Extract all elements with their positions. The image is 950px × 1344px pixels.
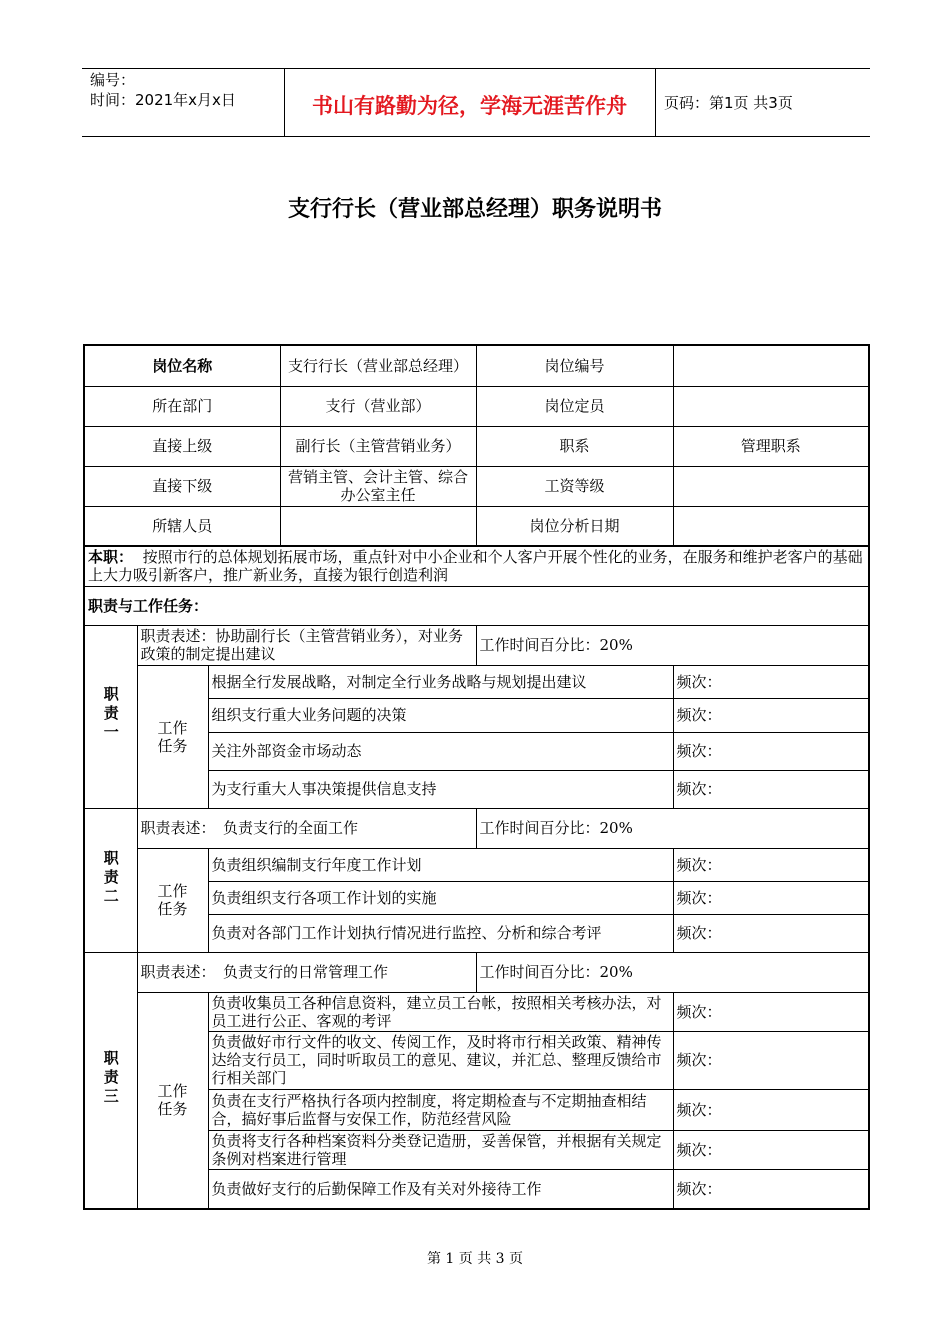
header-bottom-rule [82,136,870,137]
task-frequency: 频次： [673,665,869,698]
task-row [84,848,869,881]
task-text: 为支行重大人事决策提供信息支持 [208,770,673,808]
superior-value: 副行长（主管营销业务） [280,426,476,466]
task-frequency: 频次： [673,1089,869,1130]
duty-time: 工作时间百分比：20% [476,952,869,992]
duty-statement: 职责表述： 负责支行的全面工作 [137,808,476,848]
task-frequency: 频次： [673,914,869,952]
code-label: 编号： [90,71,136,89]
duty-statement: 职责表述：协助副行长（主管营销业务），对业务政策的制定提出建议 [137,625,476,665]
duties-heading-row [84,586,869,625]
duty-statement-row [84,808,869,848]
position-name-label: 岗位名称 [84,345,280,386]
task-frequency: 频次： [673,1169,869,1209]
series-value: 管理职系 [673,426,869,466]
headcount-label: 岗位定员 [476,386,673,426]
job-description-table [83,344,870,1210]
core-responsibility [84,546,869,586]
position-code-label: 岗位编号 [476,345,673,386]
core-label: 本职： [88,548,134,567]
page-footer: 第 1 页 共 3 页 [426,1251,524,1267]
task-text: 负责组织编制支行年度工作计划 [208,848,673,881]
task-text: 负责收集员工各种信息资料，建立员工台帐，按照相关考核办法，对员工进行公正、客观的考评 [208,992,673,1031]
duty-name-text: 职责三 [101,1049,120,1107]
task-text: 负责在支行严格执行各项内控制度，将定期检查与不定期抽查相结合，搞好事后监督与安保工作，防范经营风险 [208,1089,673,1130]
task-label-text: 工作任务 [157,718,188,755]
duty-name [84,952,137,1209]
task-text: 负责组织支行各项工作计划的实施 [208,881,673,914]
duty-name-text: 职责一 [101,686,120,743]
duty-name [84,808,137,952]
core-text: 按照市行的总体规划拓展市场，重点针对中小企业和个人客户开展个性化的业务，在服务和维护老客户的基础上大力吸引新客户，推广新业务，直接为银行创造利润 [88,548,863,585]
task-text: 负责做好支行的后勤保障工作及有关对外接待工作 [208,1169,673,1209]
task-label-text: 工作任务 [157,882,188,918]
info-row [84,426,869,466]
task-frequency: 频次： [673,1031,869,1089]
duty-statement-row [84,952,869,992]
task-frequency: 频次： [673,881,869,914]
info-row [84,345,869,386]
duty-time: 工作时间百分比：20% [476,625,869,665]
motto: 书山有路勤为径，学海无涯苦作舟 [312,94,627,118]
task-label [137,665,208,808]
task-frequency: 频次： [673,992,869,1031]
page-info: 页码：第1页 共3页 [664,94,793,112]
analysis-date-value [673,506,869,546]
task-frequency: 频次： [673,732,869,770]
series-label: 职系 [476,426,673,466]
task-row [84,665,869,698]
position-code-value [673,345,869,386]
date-label: 时间：2021年x月x日 [90,91,236,109]
staff-value [280,506,476,546]
task-frequency: 频次： [673,770,869,808]
duty-time: 工作时间百分比：20% [476,808,869,848]
task-text: 关注外部资金市场动态 [208,732,673,770]
superior-label: 直接上级 [84,426,280,466]
duty-statement-row [84,625,869,665]
subordinate-label: 直接下级 [84,466,280,506]
duty-name [84,625,137,808]
staff-label: 所辖人员 [84,506,280,546]
task-text: 组织支行重大业务问题的决策 [208,698,673,732]
document-title: 支行行长（营业部总经理）职务说明书 [287,197,662,222]
info-row [84,466,869,506]
task-label [137,992,208,1209]
position-name-value: 支行行长（营业部总经理） [280,345,476,386]
duty-name-text: 职责二 [101,849,120,907]
task-frequency: 频次： [673,1130,869,1169]
task-label-text: 工作任务 [157,1082,188,1119]
info-row [84,506,869,546]
department-label: 所在部门 [84,386,280,426]
core-row [84,546,869,586]
analysis-date-label: 岗位分析日期 [476,506,673,546]
info-row [84,386,869,426]
task-text: 负责将支行各种档案资料分类登记造册，妥善保管，并根据有关规定条例对档案进行管理 [208,1130,673,1169]
department-value: 支行（营业部） [280,386,476,426]
salary-value [673,466,869,506]
task-row [84,992,869,1031]
header-top-rule [82,68,870,69]
headcount-value [673,386,869,426]
duty-statement: 职责表述： 负责支行的日常管理工作 [137,952,476,992]
task-frequency: 频次： [673,698,869,732]
salary-label: 工资等级 [476,466,673,506]
subordinate-value: 营销主管、会计主管、综合办公室主任 [280,466,476,506]
task-text: 负责对各部门工作计划执行情况进行监控、分析和综合考评 [208,914,673,952]
task-text: 负责做好市行文件的收文、传阅工作，及时将市行相关政策、精神传达给支行员工，同时听取员工的意见、建议，并汇总、整理反馈给市行相关部门 [208,1031,673,1089]
header-divider [655,68,656,136]
task-label [137,848,208,952]
task-text: 根据全行发展战略，对制定全行业务战略与规划提出建议 [208,665,673,698]
duties-heading: 职责与工作任务： [84,586,869,625]
task-frequency: 频次： [673,848,869,881]
